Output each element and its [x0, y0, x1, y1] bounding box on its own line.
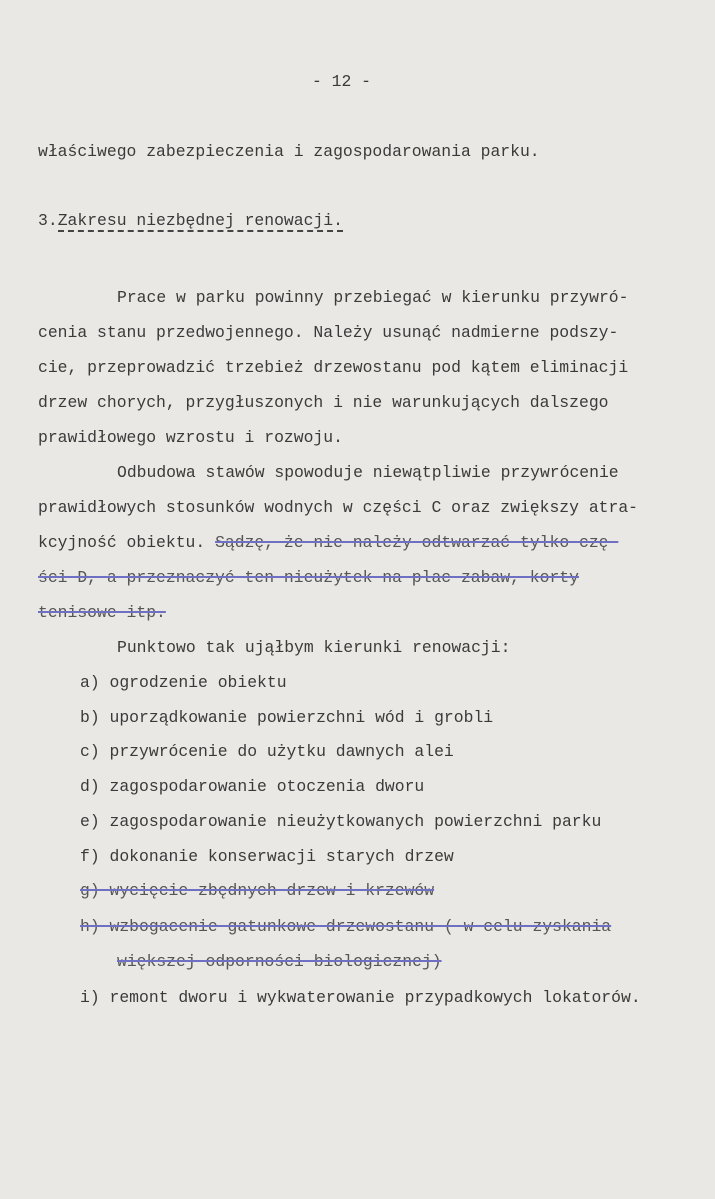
- paragraph-line: Odbudowa stawów spowoduje niewątpliwie przywrócenie: [117, 463, 619, 482]
- section-title: Zakresu niezbędnej renowacji.: [57, 211, 343, 230]
- paragraph-line: drzew chorych, przygłuszonych i nie warunkujących dalszego: [38, 393, 609, 412]
- list-item: e) zagospodarowanie nieużytkowanych powierzchni parku: [80, 812, 602, 831]
- paragraph-line: Prace w parku powinny przebiegać w kierunku przywró-: [117, 288, 629, 307]
- struck-text: tenisowe itp.: [38, 603, 166, 622]
- list-item: i) remont dworu i wykwaterowanie przypadkowych lokatorów.: [80, 988, 641, 1007]
- paragraph-line: prawidłowego wzrostu i rozwoju.: [38, 428, 343, 447]
- struck-text: ści D, a przeznaczyć ten nieużytek na plac zabaw, korty: [38, 568, 579, 587]
- list-item: f) dokonanie konserwacji starych drzew: [80, 847, 454, 866]
- section-number: 3.: [38, 211, 58, 230]
- list-item: d) zagospodarowanie otoczenia dworu: [80, 777, 425, 796]
- list-item-struck: g) wycięcie zbędnych drzew i krzewów: [80, 881, 435, 900]
- plain-text: kcyjność obiektu.: [38, 533, 216, 552]
- paragraph-line: cenia stanu przedwojennego. Należy usunąć nadmierne podszy-: [38, 323, 619, 342]
- list-intro: Punktowo tak ująłbym kierunki renowacji:: [117, 638, 511, 657]
- intro-line: właściwego zabezpieczenia i zagospodarowania parku.: [38, 142, 540, 161]
- paragraph-line: [38, 533, 618, 553]
- list-item-struck: h) wzbogacenie gatunkowe drzewostanu ( w celu zyskania: [80, 917, 612, 936]
- list-item-struck: większej odporności biologicznej): [117, 952, 442, 971]
- page-number: - 12 -: [312, 72, 372, 91]
- paragraph-line: cie, przeprowadzić trzebież drzewostanu pod kątem eliminacji: [38, 358, 629, 377]
- paragraph-line: prawidłowych stosunków wodnych w części C oraz zwiększy atra-: [38, 498, 638, 517]
- list-item: a) ogrodzenie obiektu: [80, 673, 287, 692]
- list-item: b) uporządkowanie powierzchni wód i grobli: [80, 708, 494, 727]
- section-heading: [38, 211, 343, 231]
- struck-text: Sądzę, że nie należy odtwarzać tylko czę-: [215, 533, 619, 552]
- list-item: c) przywrócenie do użytku dawnych alei: [80, 742, 454, 761]
